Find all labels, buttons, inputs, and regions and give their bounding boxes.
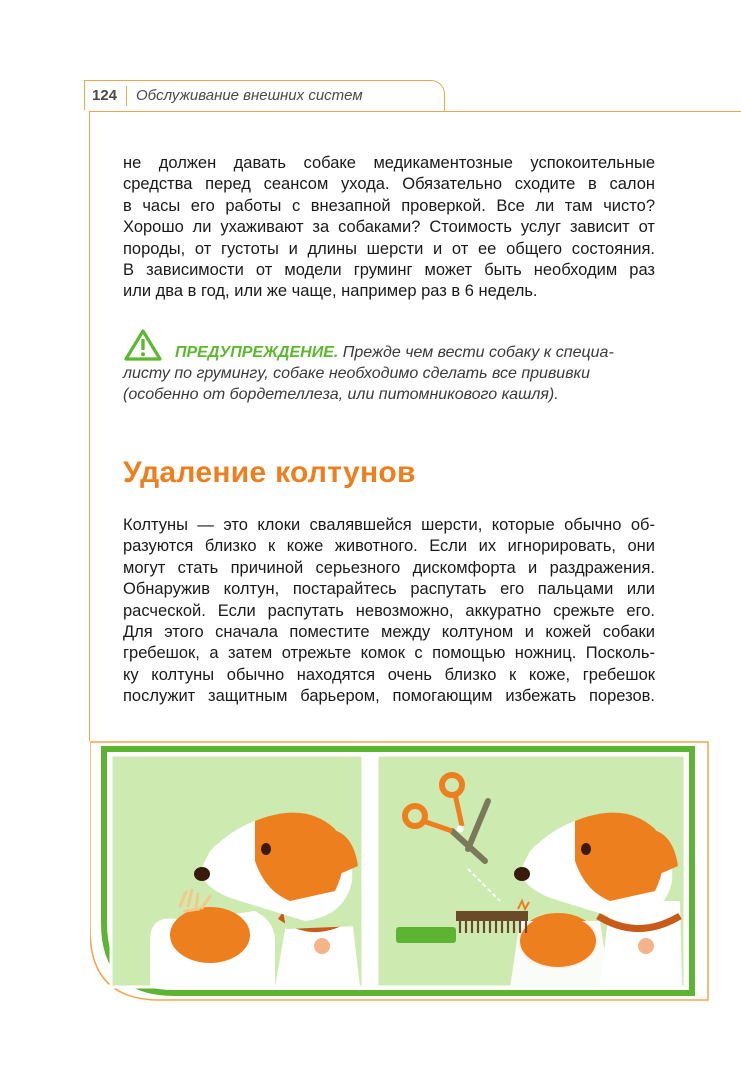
text-line: ку колтуны обычно находятся очень близко к коже, гребешок [123,665,655,684]
paragraph-2 [123,515,655,708]
text-line: в часы его работы с внезапной проверкой. Все ли там чисто? [123,196,655,215]
running-title: Обслуживание внешних систем [136,87,363,104]
text-line: Обнаружив колтун, постарайтесь распутать его пальцами или [123,580,655,599]
text-line: расческой. Если распутать невозможно, аккуратно срежьте его. [123,601,655,620]
text-line: или два в год, или же чаще, например раз в 6 недель. [123,282,538,301]
panel-right [377,755,685,987]
text-line: послужит защитным барьером, помогающим избежать порезов. [123,687,655,706]
text-line: породы, от густоты и длины шерсти и от ее общего состояния. [123,239,655,258]
text-line: средства перед сеансом ухода. Обязательно сходите в салон [123,175,655,194]
header-frame-top [84,80,430,81]
warning-line-2: листу по грумингу, собаке необходимо сделать все прививки [123,365,590,382]
warning-line-1 [123,342,663,363]
header-separator [126,86,127,106]
paragraph-1 [123,153,655,303]
text-line: разуются близко к коже животного. Если их игнорировать, они [123,537,655,556]
panel-left [111,755,363,987]
warning-line-3: (особенно от бордетеллеза, или питомникового кашля). [123,386,559,403]
warning-label: ПРЕДУПРЕЖДЕНИЕ. [175,344,339,361]
page-number: 124 [92,87,118,104]
text-line: гребешок, а затем отрежьте комок с помощью ножниц. Посколь- [123,644,655,663]
text-line: Хорошо ли ухаживают за собаками? Стоимость услуг зависит от [123,218,655,237]
text-line: В зависимости от модели груминг может быть необходим раз [123,261,655,280]
warning-icon [123,328,163,362]
text-line: могут стать причиной серьезного дискомфорта и раздражения. [123,558,655,577]
warning-text: Прежде чем вести собаку к специа- [342,344,614,361]
header-frame-tab [428,80,445,111]
section-heading: Удаление колтунов [123,456,416,489]
text-line: не должен давать собаке медикаментозные успокоительные [123,154,655,172]
header-frame-left [84,80,85,110]
header-rule [90,111,741,112]
warning-box [123,328,663,405]
text-line: Колтуны — это клоки свалявшейся шерсти, которые обычно об- [123,516,655,534]
text-line: Для этого сначала поместите между колтуном и кожей собаки [123,623,655,642]
grooming-illustration [90,741,710,1001]
margin-rule [89,111,90,741]
